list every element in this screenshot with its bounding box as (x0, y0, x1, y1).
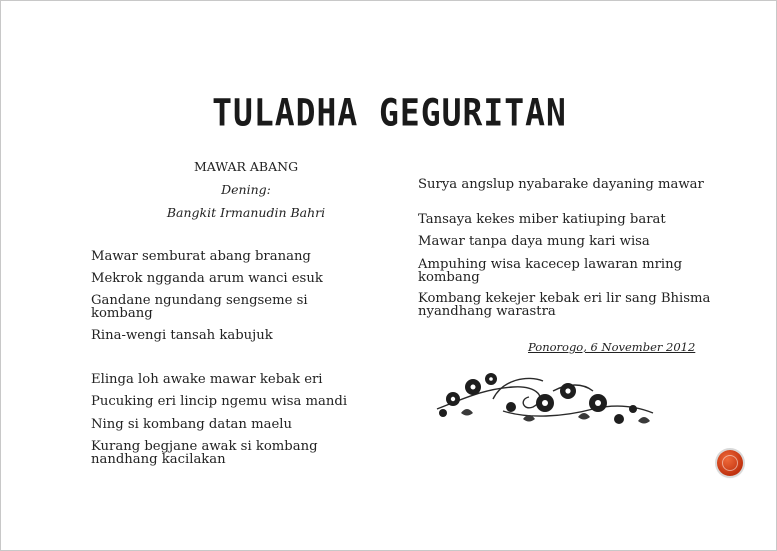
poem-line: Tansaya kekes miber katiuping barat (418, 212, 666, 227)
author-name: Bangkit Irmanudin Bahri (166, 205, 326, 220)
poem-title: MAWAR ABANG (193, 159, 299, 174)
poem-line: Gandane ngundang sengseme si kombang (91, 293, 308, 321)
poem-line: Rina-wengi tansah kabujuk (91, 328, 273, 343)
poem-line: Ampuhing wisa kacecep lawaran mring kombang (418, 257, 683, 285)
poem-line: Mekrok ngganda arum wanci esuk (91, 271, 323, 286)
poem-line: Elinga loh awake mawar kebak eri (91, 372, 323, 387)
poem-line: Surya angslup nyabarake dayaning mawar (418, 177, 704, 192)
poem-line: Pucuking eri lincip ngemu wisa mandi (91, 394, 348, 409)
poem-line: Kurang begjane awak si kombang nandhang kacilakan (91, 439, 318, 467)
floral-ornament-icon (433, 369, 658, 431)
by-label: Dening: (221, 182, 271, 197)
date-line: Ponorogo, 6 November 2012 (528, 340, 696, 354)
slide-title: TULADHA GEGURITAN (212, 90, 567, 135)
poem-header (136, 159, 356, 228)
poem-line: Kombang kekejer kebak eri lir sang Bhisma nyandhang warastra (418, 291, 711, 319)
poem-line: Mawar tanpa daya mung kari wisa (418, 234, 650, 249)
poem-line: Ning si kombang datan maelu (91, 417, 292, 432)
next-slide-button[interactable] (717, 450, 743, 476)
poem-line: Mawar semburat abang branang (91, 249, 311, 264)
